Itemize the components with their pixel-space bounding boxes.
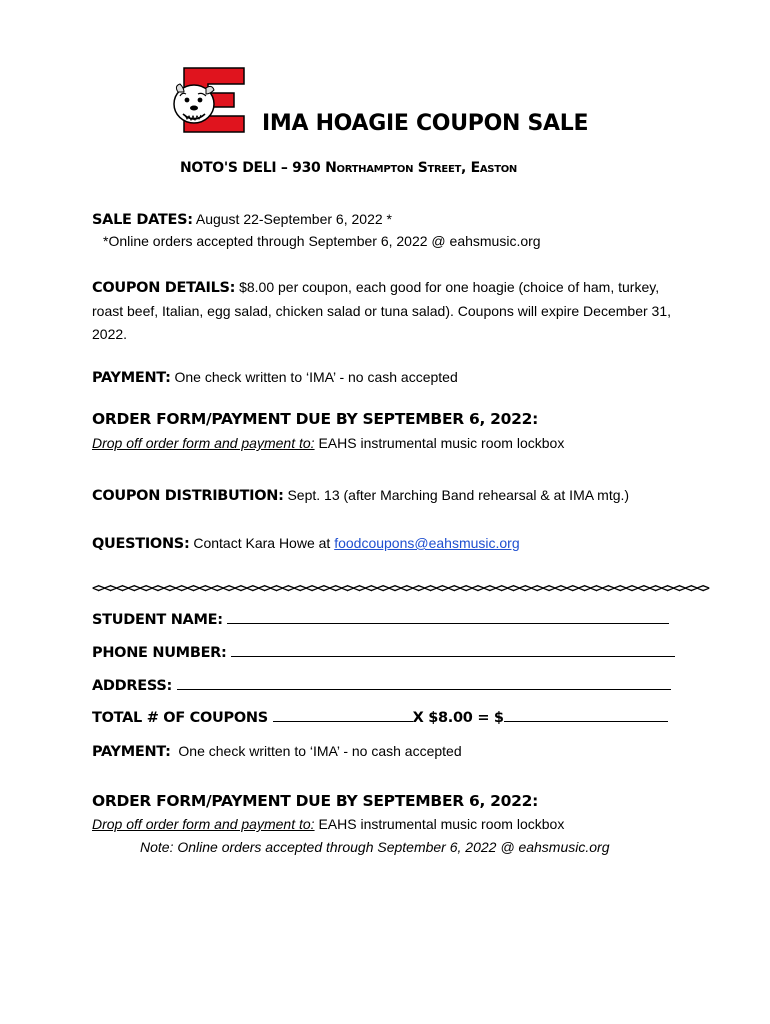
price-text: X $8.00 = $ [412, 710, 504, 726]
dropoff-label: Drop off order form and payment to: [92, 435, 315, 451]
order-due-heading-2: ORDER FORM/PAYMENT DUE BY SEPTEMBER 6, 2022: [92, 792, 538, 810]
student-name-blank[interactable] [227, 611, 669, 624]
phone-number-label: PHONE NUMBER: [92, 645, 232, 661]
payment-row [92, 369, 458, 387]
sale-dates-row [92, 211, 392, 229]
total-coupons-blank[interactable] [273, 709, 413, 722]
questions-label: QUESTIONS: [92, 536, 190, 552]
total-coupons-label: TOTAL # OF COUPONS [92, 710, 273, 726]
total-coupons-field [92, 709, 668, 727]
sale-dates-value: August 22-September 6, 2022 * [192, 211, 392, 227]
subtitle-deli: NOTO'S DELI – 930 [180, 160, 326, 176]
coupon-details-block [92, 276, 672, 346]
decorative-divider: <><><><><><><><><><><><><><><><><><><><><><><><><><><><><><><><><><><><><><><><><><><><><><><><><><><><> [92, 580, 709, 595]
distribution-value: Sept. 13 (after Marching Band rehearsal & at IMA mtg.) [283, 487, 630, 503]
payment-label: PAYMENT: [92, 370, 171, 386]
payment-label-2: PAYMENT: [92, 744, 171, 760]
address-label: ADDRESS: [92, 678, 177, 694]
address-field [92, 677, 671, 695]
distribution-row [92, 487, 629, 505]
subtitle-address: Northampton Street, Easton [325, 160, 517, 176]
total-amount-blank[interactable] [504, 709, 668, 722]
phone-number-blank[interactable] [231, 644, 675, 657]
coupon-details-label: COUPON DETAILS: [92, 280, 236, 296]
dropoff-row [92, 435, 564, 451]
coupon-details-value: $8.00 per coupon, each good for one hoagie (choice of ham, turkey, roast beef, Italian, egg salad, chicken salad or tuna salad). Coupons will expire December 31, 2022. [92, 279, 671, 342]
payment-value-2: One check written to ‘IMA’ - no cash accepted [170, 743, 462, 759]
questions-value: Contact Kara Howe at [189, 535, 335, 551]
online-orders-note: *Online orders accepted through September 6, 2022 @ eahsmusic.org [103, 233, 541, 249]
dropoff-label-2: Drop off order form and payment to: [92, 816, 315, 832]
bulldog-e-logo-icon [170, 66, 246, 134]
address-blank[interactable] [177, 677, 671, 690]
dropoff-value-2: EAHS instrumental music room lockbox [314, 816, 565, 832]
contact-email-link[interactable]: foodcoupons@eahsmusic.org [334, 535, 520, 551]
online-orders-note-2: Note: Online orders accepted through September 6, 2022 @ eahsmusic.org [140, 839, 610, 855]
student-name-field [92, 611, 669, 629]
order-due-heading: ORDER FORM/PAYMENT DUE BY SEPTEMBER 6, 2022: [92, 410, 538, 428]
phone-number-field [92, 644, 675, 662]
page-title: IMA HOAGIE COUPON SALE [262, 111, 589, 136]
questions-row [92, 535, 520, 553]
student-name-label: STUDENT NAME: [92, 612, 228, 628]
dropoff-row-2 [92, 816, 564, 832]
payment-value: One check written to ‘IMA’ - no cash accepted [170, 369, 458, 385]
payment-row-2 [92, 743, 462, 761]
distribution-label: COUPON DISTRIBUTION: [92, 488, 284, 504]
sale-dates-label: SALE DATES: [92, 212, 193, 228]
dropoff-value: EAHS instrumental music room lockbox [314, 435, 565, 451]
page-subtitle [180, 160, 517, 176]
